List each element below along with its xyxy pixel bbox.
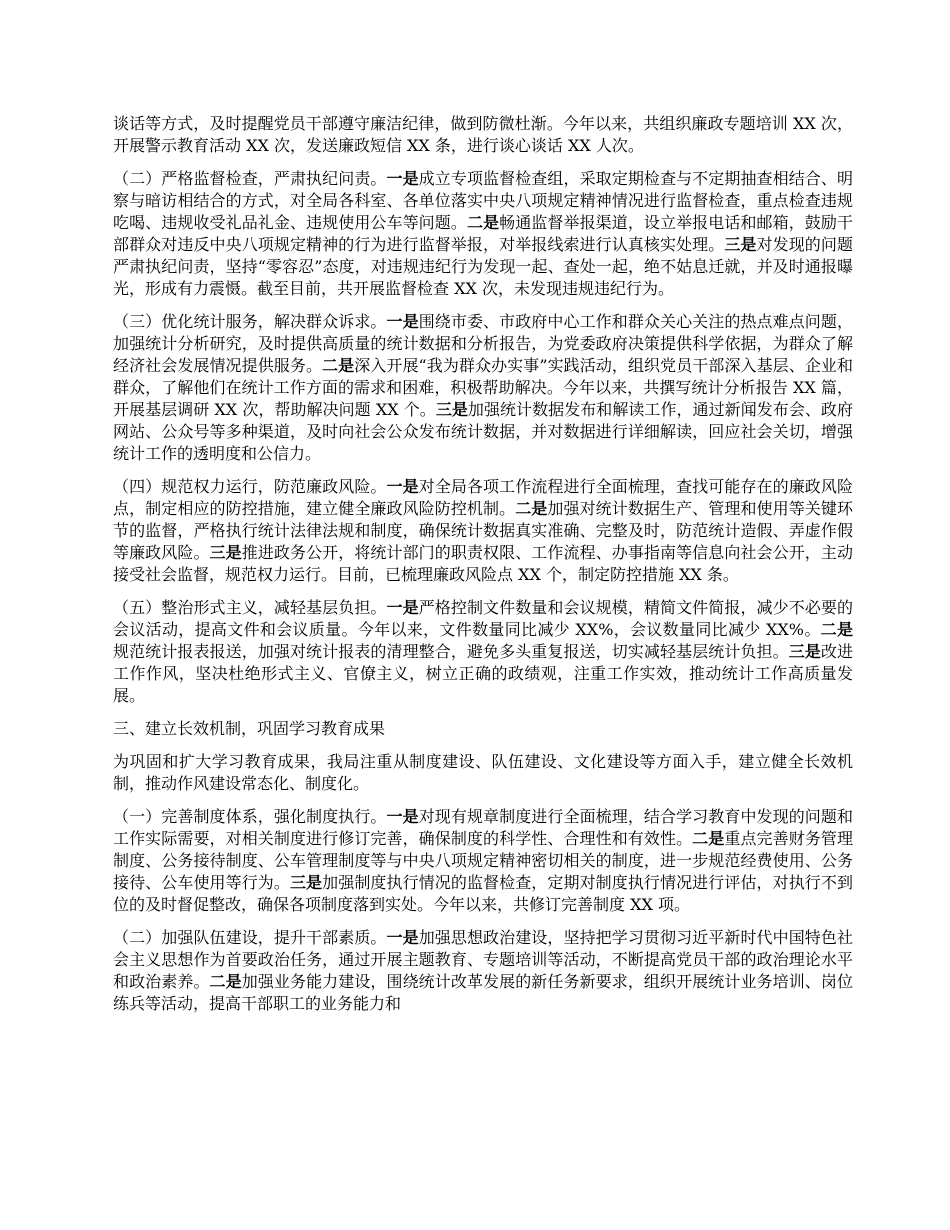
paragraph-text: 加强思想政治建设，坚持把学习贯彻习近平新时代中国特色社会主义思想作为首要政治任务，通过开展主题教育、专题培训等活动，不断提高党员干部的政治理论水平和政治素养。 xyxy=(113,928,853,991)
bold-marker-first: 一是 xyxy=(386,169,419,188)
section-title: （五）整治形式主义，减轻基层负担。 xyxy=(113,598,387,617)
bold-marker-second: 二是 xyxy=(466,213,500,232)
paragraph-1 xyxy=(113,113,853,157)
bold-marker-second: 二是 xyxy=(322,356,355,375)
paragraph-text: 规范统计报表报送，加强对统计报表的清理整合，避免多头重复报送，切实减轻基层统计负担。 xyxy=(113,642,789,661)
section-heading xyxy=(113,718,853,740)
bold-marker-third: 三是 xyxy=(209,543,242,562)
section-title: （一）完善制度体系，强化制度执行。 xyxy=(113,807,387,826)
paragraph-3 xyxy=(113,311,853,465)
paragraph-text: 成立专项监督检查组，采取定期检查与不定期抽查相结合、明察与暗访相结合的方式，对全局各科室、各单位落实中央八项规定精神情况进行监督检查，重点检查违规吃喝、违规收受礼品礼金、违规使用公车等问题。 xyxy=(113,169,853,232)
section-title: （四）规范权力运行，防范廉政风险。 xyxy=(113,477,387,496)
paragraph-text: 加强统计数据发布和解读工作，通过新闻发布会、政府网站、公众号等多种渠道，及时向社会公众发布统计数据，并对数据进行详细解读，回应社会关切，增强统计工作的透明度和公信力。 xyxy=(113,400,853,463)
bold-marker-first: 一是 xyxy=(386,312,419,331)
paragraph-text: 加强制度执行情况的监督检查，定期对制度执行情况进行评估，对执行不到位的及时督促整改，确保各项制度落到实处。今年以来，共修订完善制度 XX 项。 xyxy=(113,873,853,914)
bold-marker-second: 二是 xyxy=(692,829,725,848)
paragraph-text: 对发现的问题严肃执纪问责，坚持“零容忍”态度，对违规违纪行为发现一起、查处一起，绝不姑息迁就，并及时通报曝光，形成有力震慑。截至目前，共开展监督检查 XX 次，未发现违规违纪行为。 xyxy=(113,235,853,298)
bold-marker-second: 二是 xyxy=(515,499,548,518)
section-heading-text: 三、建立长效机制，巩固学习教育成果 xyxy=(113,719,386,738)
section-title: （二）加强队伍建设，提升干部素质。 xyxy=(113,928,387,947)
bold-marker-first: 一是 xyxy=(386,598,419,617)
paragraph-text: 深入开展“我为群众办实事”实践活动，组织党员干部深入基层、企业和群众，了解他们在统计工作方面的需求和困难，积极帮助解决。今年以来，共撰写统计分析报告 XX 篇，开展基层调研 XX 次，帮助解决问题 XX 个。 xyxy=(113,356,853,419)
paragraph-text: 推进政务公开，将统计部门的职责权限、工作流程、办事指南等信息向社会公开，主动接受社会监督，规范权力运行。目前，已梳理廉政风险点 XX 个，制定防控措施 XX 条。 xyxy=(113,543,853,584)
paragraph-text: 为巩固和扩大学习教育成果，我局注重从制度建设、队伍建设、文化建设等方面入手，建立健全长效机制，推动作风建设常态化、制度化。 xyxy=(113,752,853,793)
bold-marker-first: 一是 xyxy=(386,477,419,496)
paragraph-4 xyxy=(113,476,853,586)
bold-marker-first: 一是 xyxy=(386,928,419,947)
paragraph-text: 改进工作作风，坚决杜绝形式主义、官僚主义，树立正确的政绩观，注重工作实效，推动统计工作高质量发展。 xyxy=(113,642,853,705)
paragraph-9 xyxy=(113,927,853,1015)
paragraph-8 xyxy=(113,806,853,916)
paragraph-text: 加强业务能力建设，围绕统计改革发展的新任务新要求，组织开展统计业务培训、岗位练兵等活动，提高干部职工的业务能力和 xyxy=(113,972,853,1013)
paragraph-text: 对全局各项工作流程进行全面梳理，查找可能存在的廉政风险点，制定相应的防控措施，建立健全廉政风险防控机制。 xyxy=(113,477,853,518)
bold-marker-third: 三是 xyxy=(724,235,757,254)
bold-marker-third: 三是 xyxy=(289,873,323,892)
paragraph-text: 重点完善财务管理制度、公务接待制度、公车管理制度等与中央八项规定精神密切相关的制度，进一步规范经费使用、公务接待、公车使用等行为。 xyxy=(113,829,853,892)
paragraph-5 xyxy=(113,597,853,707)
paragraph-text: 对现有规章制度进行全面梳理，结合学习教育中发现的问题和工作实际需要，对相关制度进行修订完善，确保制度的科学性、合理性和有效性。 xyxy=(113,807,853,848)
bold-marker-third: 三是 xyxy=(435,400,468,419)
paragraph-2 xyxy=(113,168,853,300)
paragraph-7 xyxy=(113,751,853,795)
paragraph-text: 严格控制文件数量和会议规模，精简文件简报，减少不必要的会议活动，提高文件和会议质量。今年以来，文件数量同比减少 XX%，会议数量同比减少 XX%。 xyxy=(113,598,853,639)
bold-marker-third: 三是 xyxy=(788,642,821,661)
bold-marker-second: 二是 xyxy=(209,972,242,991)
paragraph-text: 畅通监督举报渠道，设立举报电话和邮箱，鼓励干部群众对违反中央八项规定精神的行为进行监督举报，对举报线索进行认真核实处理。 xyxy=(113,213,853,254)
section-title: （三）优化统计服务，解决群众诉求。 xyxy=(113,312,387,331)
paragraph-text: 加强对统计数据生产、管理和使用等关键环节的监督，严格执行统计法律法规和制度，确保统计数据真实准确、完整及时，防范统计造假、弄虚作假等廉政风险。 xyxy=(113,499,853,562)
paragraph-text: 谈话等方式，及时提醒党员干部遵守廉洁纪律，做到防微杜渐。今年以来，共组织廉政专题培训 XX 次，开展警示教育活动 XX 次，发送廉政短信 XX 条，进行谈心谈话 XX 人次。 xyxy=(113,114,853,155)
section-title: （二）严格监督检查，严肃执纪问责。 xyxy=(113,169,387,188)
document-page xyxy=(113,113,853,1026)
bold-marker-first: 一是 xyxy=(386,807,419,826)
paragraph-text: 围绕市委、市政府中心工作和群众关心关注的热点难点问题，加强统计分析研究，及时提供高质量的统计数据和分析报告，为党委政府决策提供科学依据，为群众了解经济社会发展情况提供服务。 xyxy=(113,312,853,375)
bold-marker-second: 二是 xyxy=(820,620,853,639)
